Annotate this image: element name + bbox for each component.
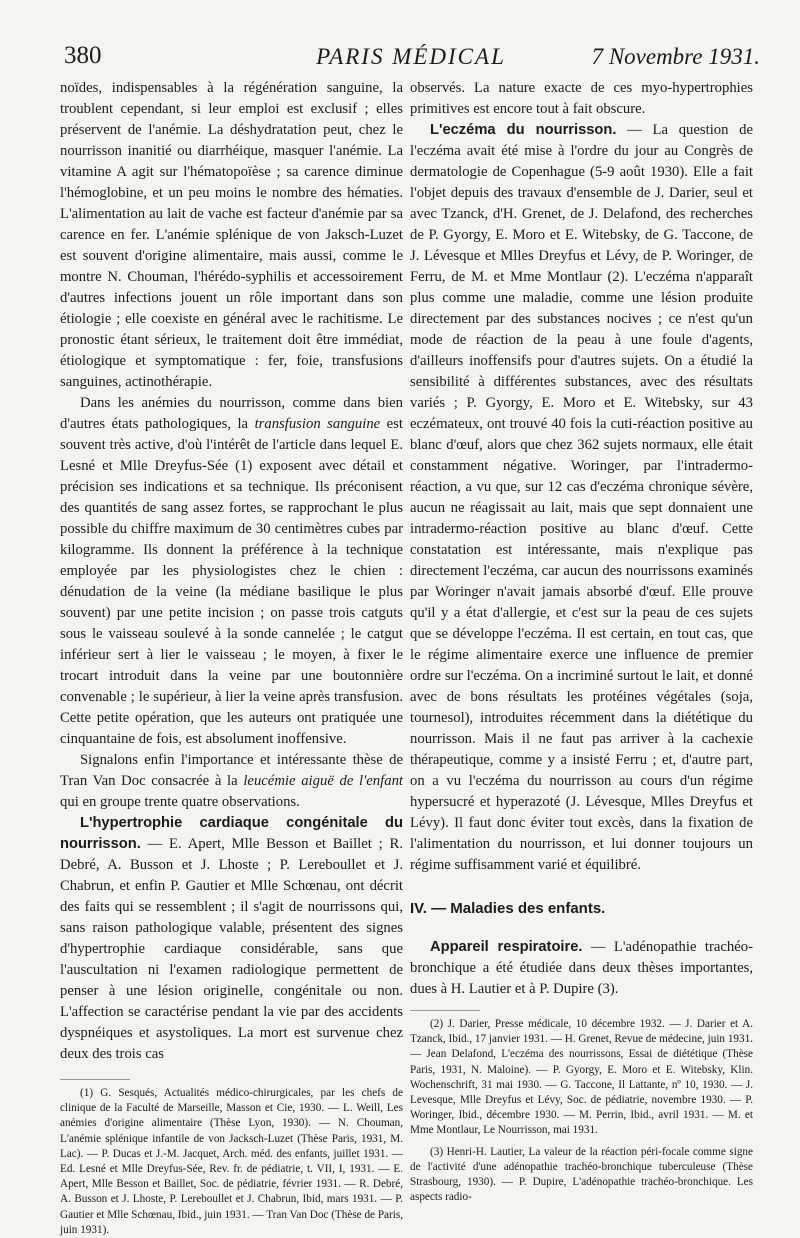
paragraph-observed: observés. La nature exacte de ces myo-hypertrophies primitives est encore tout à fait obscure. <box>410 80 753 117</box>
page-number: 380 <box>64 42 102 69</box>
paragraph-anemia-cont: noïdes, indispensables à la régénération sanguine, la troublent cependant, si leur emploi est exclusif ; elles préservent de l'anémie. La déshydratation peut, chez le nourrisson inanitié ou diarrhéique, masquer l'anémie. La vitamine A agit sur l'hématopoïèse ; sa carence diminue l'hémoglobine, et un peu moins le nombre des hématies. L'alimentation au lait de vache est facteur d'anémie par sa carence en fer. L'anémie splénique de von Jaksch-Luzet est souvent d'origine alimentaire, mais aussi, comme le montre N. Chouman, l'hérédo-syphilis et accessoirement d'autres infections jouent un rôle important dans son étiologie ; elle coexiste en général avec le rachitisme. Le pronostic étant sérieux, le traitement doit être immédiat, étiologique et symptomatique : fer, foie, transfusions sanguines, actinothérapie. <box>60 80 403 390</box>
paragraph-eczema: L'eczéma du nourrisson. — La question de l'eczéma avait été mise à l'ordre du jour au Congrès de dermatologie de Copenhague (5-9 août 1930). Elle a fait l'objet depuis des travaux d'ensemble de J. Darier, seul et avec Tzanck, d'H. Grenet, de J. Delafond, des recherches de P. Gyorgy, E. Moro et E. Witebsky, de G. Taccone, de J. Lévesque et Mlles Dreyfus et Lévy, de P. Woringer, de Ferru, de M. et Mme Montlaur (2). L'eczéma n'apparaît plus comme une maladie, comme une lésion produite directement par des substances nocives ; ce n'est qu'un mode de réaction de la peau à une foule d'agents, d'ailleurs inoffensifs pour d'autres sujets. On a étudié la sensibilité à différentes substances, avec des résultats variés ; P. Gyorgy, E. Moro et E. Witebsky, sur 43 eczémateux, ont trouvé 40 fois la cuti-réaction positive au blanc d'œuf, alors que chez 362 sujets normaux, elle était constamment négative. Woringer, par l'intradermo-réaction, a vu que, sur 12 cas d'eczéma chronique sévère, aucun ne réagissait au lait, mais que sept donnaient une intradermo-réaction positive au blanc d'œuf. Cette constatation est intéressante, mais n'explique pas directement l'eczéma, car aucun des nourrissons examinés par Woringer n'avait jamais absorbé d'œuf. Elle prouve qu'il y a état d'allergie, et c'est sur la peau de ces sujets que se développe l'eczéma. Il est certain, en tout cas, que le régime alimentaire exerce une influence de premier ordre sur l'eczéma. On a incriminé surtout le lait, et donné avec de bons résultats les protéines végétales (soja, tournesol), introduites récemment dans la diététique du nourrisson. Mais il ne faut pas arriver à la cachexie thérapeutique, comme y a insisté Ferru ; et, d'autre part, on a vu l'eczéma du nourrisson au cours d'un régime hypersucré et hyperazoté (J. Lévesque, Mlles Dreyfus et Lévy). Il faut donc éviter tout excès, dans la fixation de l'alimentation du nourrisson, et lui donner toujours un régime suffisamment varié et équilibré. <box>410 122 754 873</box>
right-column <box>410 78 753 1205</box>
issue-date: 7 Novembre 1931. <box>591 44 760 69</box>
footnote-rule-right <box>410 1010 480 1011</box>
left-column <box>60 78 403 1238</box>
paragraph-leukemia: Signalons enfin l'importance et intéressante thèse de Tran Van Doc consacrée à la leucémie aiguë de l'enfant qui en groupe trente quatre observations. <box>60 752 403 810</box>
paragraph-transfusion: Dans les anémies du nourrisson, comme dans bien d'autres états pathologiques, la transfusion sanguine est souvent très active, d'où l'intérêt de l'article dans lequel E. Lesné et Mlle Dreyfus-Sée (1) exposent avec détail et précision ses indications et sa technique. Ils préconisent des quantités de sang assez fortes, se rapprochant le plus possible du chiffre maximum de 30 centimètres cubes par kilogramme. Ils donnent la préférence à la technique employée par les physiologistes chez le chien : dénudation de la veine (la médiane basilique le plus souvent) par une petite incision ; on passe trois catguts sous le vaisseau soulevé à la sonde cannelée ; le catgut inférieur sert à lier le vaisseau ; le moyen, à fixer le trocart introduit dans la veine par une boutonnière convenable ; le supérieur, à lier la veine après transfusion. Cette petite opération, que les auteurs ont pratiquée une cinquantaine de fois, est absolument inoffensive. <box>60 395 403 747</box>
footnote-rule <box>60 1079 130 1080</box>
footnote-1: (1) G. Sesqués, Actualités médico-chirurgicales, par les chefs de clinique de la Faculté de Marseille, Masson et Cie, 1930. — L. Weill, Les anémies d'origine alimentaire (Thèse Lyon, 1930). — N. Chouman, L'anémie splénique infantile de von Jacksch-Luzet (Thèse Paris, 1931, M. Lac). — P. Ducas et J.-M. Jacquet, Arch. méd. des enfants, juillet 1931. — Ed. Lesné et Mlle Dreyfus-Sée, Rev. fr. de pédiatrie, t. VII, I, 1931. — E. Apert, Mlle Besson et Baillet, Soc. de pédiatrie, février 1931. — R. Debré, A. Busson et J. Lhoste, P. Lereboullet et J. Chabrun, Ibid, mars 1931. — P. Gautier et Mlle Schœnau, Ibid., juin 1931. — Tran Van Doc (Thèse de Paris, juin 1931). <box>60 1087 403 1236</box>
subheading-respiratory: Appareil respiratoire. <box>430 939 583 955</box>
paragraph-hypertrophy: L'hypertrophie cardiaque congénitale du nourrisson. — E. Apert, Mlle Besson et Baillet ; R. Debré, A. Busson et J. Lhoste ; P. Lereboullet et J. Chabrun, et enfin P. Gautier et Mlle Schœnau, ont décrit des faits qui se ressemblent ; il s'agit de nourrissons qui, sans raison pathologique valable, présentent des signes d'hypertrophie cardiaque considérable, sans que l'auscultation ni l'examen radiologique permettent de penser à une lésion originelle, congénitale ou non. L'affection se caractérise pendant la vie par des accidents dyspnéiques et asystoliques. La mort est survenue chez deux des trois cas <box>60 815 403 1062</box>
subheading-hypertrophy: L'hypertrophie cardiaque congénitale du nourrisson. <box>60 815 403 852</box>
running-header <box>62 30 760 76</box>
term-transfusion: transfusion sanguine <box>254 416 381 432</box>
subheading-eczema: L'eczéma du nourrisson. <box>430 122 617 138</box>
term-leukemia: leucémie aiguë de l'enfant <box>243 773 403 789</box>
footnote-3: (3) Henri-H. Lautier, La valeur de la réaction péri-focale comme signe de l'activité d'une adénopathie trachéo-bronchique tuberculeuse (Thèse Strasbourg, 1930). — P. Dupire, L'adénopathie trachéo-bronchique. Les aspects radio- <box>410 1145 753 1204</box>
journal-title: PARIS MÉDICAL <box>316 44 506 69</box>
section-heading: IV. — Maladies des enfants. <box>410 900 606 917</box>
paragraph-respiratory: Appareil respiratoire. — L'adénopathie trachéo-bronchique a été étudiée dans deux thèses importantes, dues à H. Lautier et à P. Dupire (3). <box>410 939 753 997</box>
footnote-2: (2) J. Darier, Presse médicale, 10 décembre 1932. — J. Darier et A. Tzanck, Ibid., 17 janvier 1931. — H. Grenet, Revue de médecine, juin 1931. — Jean Delafond, L'eczéma des nourrissons, Essai de diététique (Thèse Paris, 1931, N. Maloine). — P. Gyorgy, E. Moro et E. Witebsky, Klin. Wochenschrift, 31 mai 1930. — G. Taccone, Il Lattante, nº 10, 1930. — J. Levesque, Mlle Dreyfus et Lévy, Soc. de pédiatrie, novembre 1930. — P. Woringer, Ibid., décembre 1930. — M. Perrin, Ibid., avril 1931. — M. et Mme Montlaur, Le Nourrisson, mai 1931. <box>410 1018 753 1137</box>
